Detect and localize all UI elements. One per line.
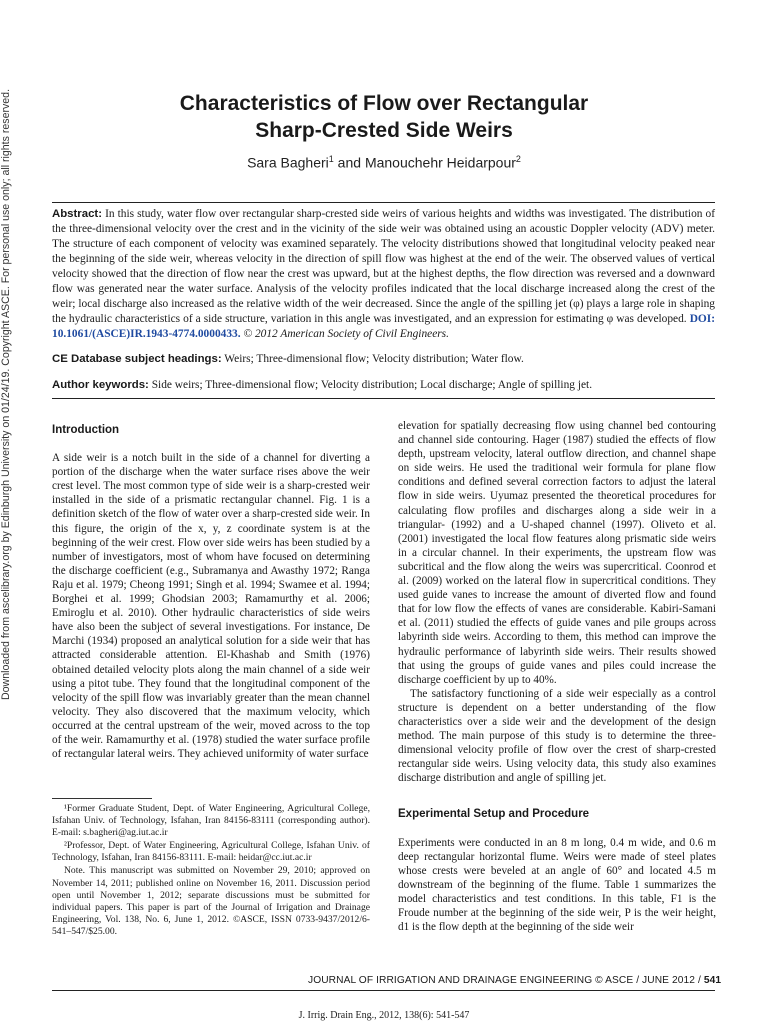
- title-line-2: Sharp-Crested Side Weirs: [255, 119, 513, 142]
- footer-rule: [52, 990, 715, 991]
- footnote-1: ¹Former Graduate Student, Dept. of Water Engineering, Agricultural College, Isfahan Univ. of Technology, Isfahan, Iran 84156-83111 (corresponding author). E-mail: s.bagheri@ag.iut.ac.ir: [52, 803, 370, 839]
- title-line-1: Characteristics of Flow over Rectangular: [179, 92, 589, 115]
- page-number: 541: [703, 975, 722, 986]
- running-footer: JOURNAL OF IRRIGATION AND DRAINAGE ENGINEERING © ASCE / JUNE 2012 / 541: [308, 975, 722, 986]
- author-1: Sara Bagheri: [247, 154, 329, 171]
- footnote-rule: [52, 798, 152, 799]
- submission-note: Note. This manuscript was submitted on November 29, 2010; approved on November 14, 2011; published online on November 16, 2011. Discussion period open until November 1, 2012; separate discussions must be submitted for individual papers. This paper is part of the Journal of Irrigation and Drainage Engineering, Vol. 138, No. 6, June 1, 2012. ©ASCE, ISSN 0733-9437/2012/6-541–547/$25.00.: [52, 865, 370, 937]
- doi-link[interactable]: DOI: 10.1061/(ASCE)IR.1943-4774.0000433.: [52, 313, 715, 340]
- author-keywords: Author keywords: Side weirs; Three-dimensional flow; Velocity distribution; Local discharge; Angle of spilling jet.: [52, 379, 593, 391]
- right-column: [398, 419, 716, 934]
- abstract-top-rule: [52, 202, 715, 203]
- right-paragraph-2: The satisfactory functioning of a side weir especially as a control structure is dependent on a better understanding of the flow characteristics over a side weir and the development of the design method. The main purpose of this study is to determine the three-dimensional velocity profile of flow over the crest of sharp-crested rectangular side weirs. Using velocity data, this study also examines discharge distribution and angle of spilling jet.: [398, 687, 716, 785]
- abstract: [52, 207, 715, 342]
- download-notice: Downloaded from ascelibrary.org by Edinburgh University on 01/24/19. Copyright ASCE. For personal use only; all rights reserved.: [0, 88, 12, 700]
- abstract-label: Abstract:: [52, 208, 103, 220]
- right-paragraph-1: elevation for spatially decreasing flow using channel bed contouring and channel side contouring. Hager (1987) studied the effects of flow depth, upstream velocity, lateral outflow direction, and channel shape on side weirs. He used the traditional weir formula for plane flow conditions and defined several correction factors to adjust the lateral flow in side weirs. Uyumaz presented the theoretical procedures for calculating flow profiles and discharges along a side weir in a triangular- (1992) and a U-shaped channel (1997). Oliveto et al. (2001) investigated the local flow features along prismatic side weirs in a circular channel. In their experiments, the upstream flow was subcritical and the flow along the weirs was supercritical. Coonrod et al. (2009) worked on the lateral flow in supercritical conditions. They used guide vanes to increase the amount of diverted flow and found that for low flow the effects of vanes are considerable. Kabiri-Samani et al. (2011) studied the effects of guide vanes and pile groups across labyrinth side weirs. According to them, this method can improve the hydraulic performance of labyrinth side weirs. Their results showed that using the groups of guide vanes and piles could increase the discharge coefficient by up to 40%.: [398, 420, 716, 686]
- citation-line: J. Irrig. Drain Eng., 2012, 138(6): 541-547: [298, 1010, 470, 1021]
- footnotes: [52, 803, 370, 939]
- copyright: © 2012 American Society of Civil Engineers.: [240, 328, 449, 340]
- left-column: [52, 423, 370, 761]
- ce-subject-headings: CE Database subject headings: Weirs; Three-dimensional flow; Velocity distribution; Water flow.: [52, 353, 524, 365]
- abstract-bottom-rule: [52, 398, 715, 399]
- author-2: Manouchehr Heidarpour: [364, 154, 516, 171]
- intro-paragraph: A side weir is a notch built in the side of a channel for diverting a portion of the discharge when the water surface rises above the weir crest level. The most common type of side weir is a sharp-crested weir installed in the side of a prismatic rectangular channel. Fig. 1 is a definition sketch of the flow of water over a sharp-crested side weir. In this figure, the origin of the x, y, z coordinate system is at the beginning of the weir crest. Flow over side weirs has been studied by a number of investigators, most of whom have focused on determining the discharge coefficient (e.g., Subramanya and Awasthy 1972; Ranga Raju et al. 1979; Cheong 1991; Singh et al. 1994; Swamee et al. 1994; Borghei et al. 1999; Ghodsian 2003; Ramamurthy et al. 2006; Emiroglu et al. 2010). Other hydraulic characteristics of side weirs have also been the subject of several investigations. For instance, De Marchi (1934) proposed an analytical solution for a side weir that has attracted considerable attention. El-Khashab and Smith (1976) obtained detailed velocity plots along the main channel of a side weir using a pitot tube. They found that the longitudinal component of the velocity of the spill flow was invariably greater than the mean channel velocity. They also discovered that the maximum velocity, which occurred at the central upstream of the weir, moved across to the top of the weir. Ramamurthy et al. (1978) studied the water surface profile of rectangular lateral weirs. They achieved uniformity of water surface: [52, 452, 370, 761]
- experimental-paragraph: Experiments were conducted in an 8 m long, 0.4 m wide, and 0.6 m deep rectangular horizontal flume. Weirs were made of steel plates whose crests were beveled at an angle of 60° and located 4.5 m downstream of the beginning of the flume. Table 1 summarizes the model characteristics and test conditions. In this table, F1 is the Froude number at the beginning of the side weir, P is the weir height, d1 is the flow depth at the beginning of the side weir: [398, 836, 716, 934]
- author-list: Sara Bagheri$^1$ and Manouchehr Heidarpour$^2$: [247, 154, 521, 171]
- introduction-heading: Introduction: [52, 424, 120, 436]
- abstract-text: In this study, water flow over rectangular sharp-crested side weirs of various heights and widths was investigated. The distribution of the three-dimensional velocity over the crest and in the vicinity of the side weir was obtained using an acoustic Doppler velocity (ADV) meter. The structure of each component of velocity was examined separately. The velocity distributions showed that longitudinal velocity peaked near the beginning of the side weir, whereas velocity in the direction of spill flow was highest at the end of the weir. The observed values of vertical velocity showed that the direction of flow near the crest was upward, but at the highest depths, the flow direction was reversed and a downward flow was generated near the water surface. Analysis of the velocity profiles indicated that the local discharge increased along the crest of the weir; local discharge also increased as the relative width of the weir decreased. Since the angle of the spilling jet (φ) plays a large role in shaping the hydraulic characteristics of a side structure, variation in this angle was investigated, and an expression for estimating φ was developed.: [52, 208, 715, 325]
- footnote-2: ²Professor, Dept. of Water Engineering, Agricultural College, Isfahan Univ. of Technology, Isfahan, Iran 84156-83111. E-mail: heidar@cc.iut.ac.ir: [52, 840, 370, 864]
- paper-title: [0, 90, 768, 144]
- experimental-heading: Experimental Setup and Procedure: [398, 808, 590, 821]
